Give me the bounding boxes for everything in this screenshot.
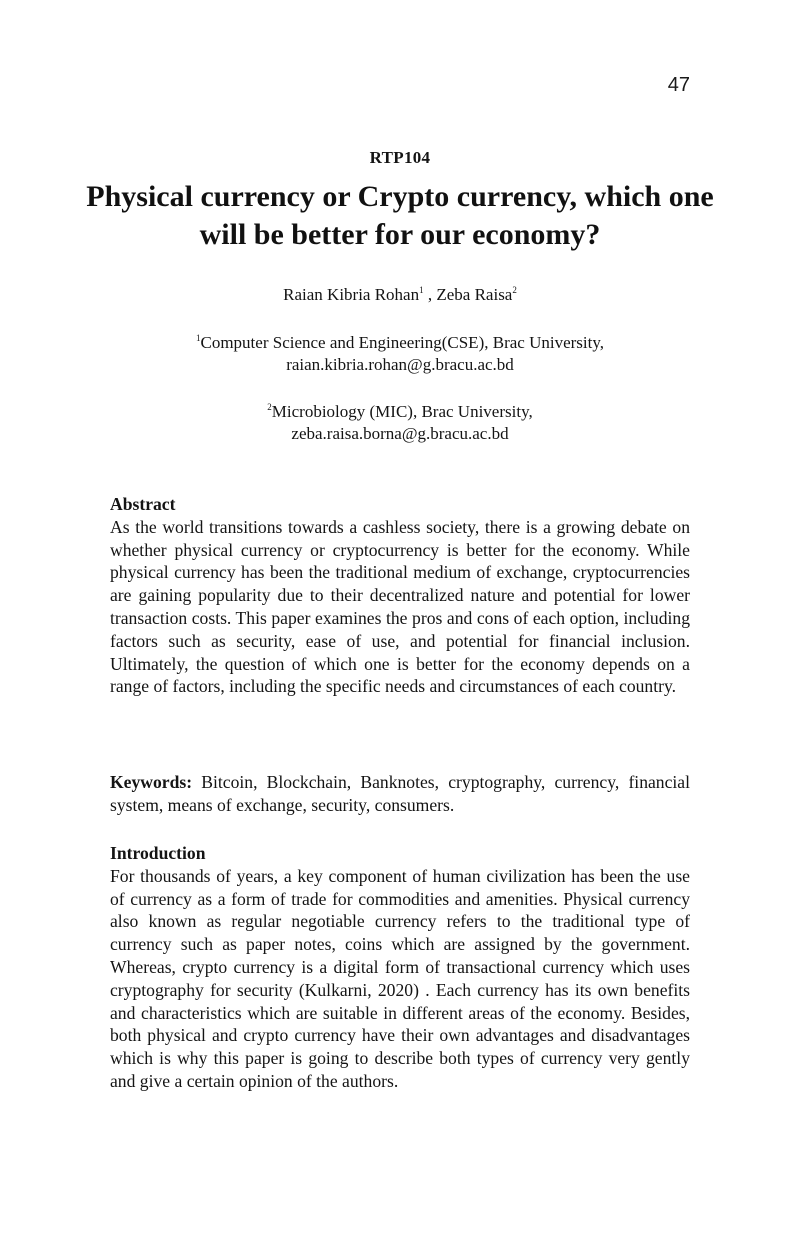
affiliation-1: [0, 332, 800, 376]
affiliation-mark: 1: [196, 333, 201, 343]
affiliation-text: Microbiology (MIC), Brac University,: [271, 402, 533, 421]
keywords-label: Keywords:: [110, 772, 193, 792]
introduction-text: For thousands of years, a key component of human civilization has been the use of currency as a form of trade for commodities and amenities. Physical currency also known as regular negotiable currency refers to the traditional type of currency such as paper notes, coins which are assigned by the government. Whereas, crypto currency is a digital form of transactional currency which uses cryptography for security (Kulkarni, 2020) . Each currency has its own benefits and characteristics which are suitable in different areas of the economy. Besides, both physical and crypto currency have their own advantages and disadvantages which is why this paper is going to describe both types of currency very gently and give a certain opinion of the authors.: [110, 865, 690, 1091]
author-name: Zeba Raisa: [436, 285, 513, 304]
introduction-section: [110, 842, 690, 1093]
paper-code: RTP104: [369, 148, 431, 167]
abstract-heading: Abstract: [110, 494, 176, 514]
keywords-text: Bitcoin, Blockchain, Banknotes, cryptography, currency, financial system, means of exchange, security, consumers.: [110, 772, 690, 815]
author-name: Raian Kibria Rohan: [283, 285, 420, 304]
affiliation-text: Computer Science and Engineering(CSE), Brac University,: [200, 333, 604, 352]
affiliation-mark: 2: [512, 285, 517, 295]
paper-title: Physical currency or Crypto currency, which one will be better for our economy?: [86, 180, 714, 251]
keywords-paragraph: [110, 771, 690, 817]
author-email: raian.kibria.rohan@g.bracu.ac.bd: [286, 355, 514, 374]
author-separator: ,: [423, 285, 437, 304]
page-number: 47: [667, 74, 690, 96]
affiliation-mark: 1: [419, 285, 424, 295]
author-email: zeba.raisa.borna@g.bracu.ac.bd: [291, 424, 509, 443]
affiliation-2: [0, 401, 800, 445]
keywords-section: [110, 771, 690, 817]
abstract-text: As the world transitions towards a cashless society, there is a growing debate on whether physical currency or cryptocurrency is better for the economy. While physical currency has been the traditional medium of exchange, cryptocurrencies are gaining popularity due to their decentralized nature and potential for lower transaction costs. This paper examines the pros and cons of each option, including factors such as security, ease of use, and potential for financial inclusion. Ultimately, the question of which one is better for the economy depends on a range of factors, including the specific needs and circumstances of each country.: [110, 516, 690, 697]
author-line: [0, 285, 800, 305]
affiliation-mark: 2: [267, 402, 272, 412]
introduction-heading: Introduction: [110, 843, 206, 863]
abstract-section: [110, 493, 690, 698]
